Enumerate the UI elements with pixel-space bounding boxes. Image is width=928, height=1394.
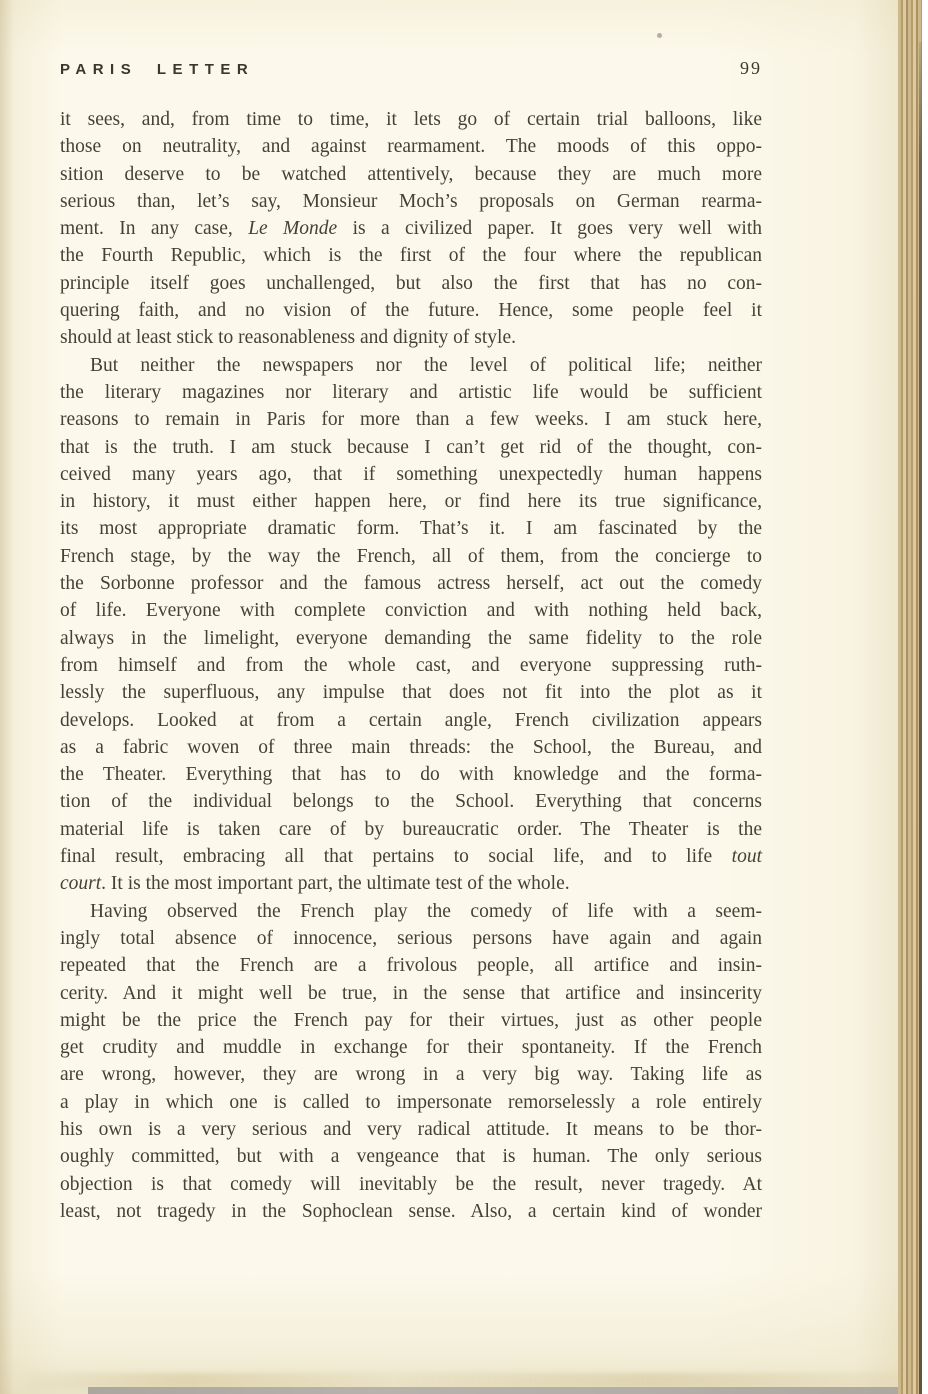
printed-text-block bbox=[60, 58, 762, 1225]
text-line: are wrong, however, they are wrong in a very big way. Taking life as bbox=[60, 1064, 762, 1086]
text-line: lessly the superfluous, any impulse that does not fit into the plot as it bbox=[60, 682, 762, 704]
text-line: tion of the individual belongs to the School. Everything that concerns bbox=[60, 791, 762, 813]
text-line: least, not tragedy in the Sophoclean sense. Also, a certain kind of wonder bbox=[60, 1200, 762, 1222]
scanner-bottom-bar bbox=[88, 1387, 928, 1394]
text-line: serious than, let’s say, Monsieur Moch’s proposals on German rearma- bbox=[60, 190, 762, 212]
text-line: cerity. And it might well be true, in the sense that artifice and insincerity bbox=[60, 982, 762, 1004]
text-line: French stage, by the way the French, all of them, from the concierge to bbox=[60, 545, 762, 567]
bottom-paper-shading bbox=[28, 1373, 898, 1388]
paragraph-having-observed bbox=[60, 898, 762, 1226]
text-line: court. It is the most important part, the ultimate test of the whole. bbox=[60, 873, 570, 895]
paragraph-but-neither bbox=[60, 352, 762, 898]
text-line: should at least stick to reasonableness and dignity of style. bbox=[60, 327, 516, 349]
text-line: develops. Looked at from a certain angle, French civilization appears bbox=[60, 709, 762, 731]
text-line: final result, embracing all that pertains to social life, and to life tout bbox=[60, 846, 762, 868]
text-line: ingly total absence of innocence, serious persons have again and again bbox=[60, 927, 762, 949]
text-line: those on neutrality, and against rearmament. The moods of this oppo- bbox=[60, 136, 762, 158]
text-line: a play in which one is called to impersonate remorselessly a role entirely bbox=[60, 1091, 762, 1113]
scan-background-strip bbox=[922, 0, 928, 1394]
text-line: of life. Everyone with complete conviction and with nothing held back, bbox=[60, 600, 762, 622]
text-line: the Sorbonne professor and the famous actress herself, act out the comedy bbox=[60, 573, 762, 595]
text-line: as a fabric woven of three main threads: the School, the Bureau, and bbox=[60, 736, 762, 758]
text-line: it sees, and, from time to time, it lets go of certain trial balloons, like bbox=[60, 109, 762, 130]
text-line: that is the truth. I am stuck because I can’t get rid of the thought, con- bbox=[60, 436, 762, 458]
text-line: But neither the newspapers nor the level of political life; neither bbox=[90, 354, 762, 376]
text-line: from himself and from the whole cast, and everyone suppressing ruth- bbox=[60, 654, 762, 676]
page-edge-shadow-line bbox=[919, 42, 922, 1394]
text-line: might be the price the French pay for their virtues, just as other people bbox=[60, 1009, 762, 1031]
text-line: quering faith, and no vision of the future. Hence, some people feel it bbox=[60, 300, 762, 322]
page-number: 99 bbox=[740, 58, 762, 78]
text-line: ment. In any case, Le Monde is a civilized paper. It goes very well with bbox=[60, 218, 762, 240]
text-line: always in the limelight, everyone demanding the same fidelity to the role bbox=[60, 627, 762, 649]
text-line: its most appropriate dramatic form. That’s it. I am fascinated by the bbox=[60, 518, 762, 540]
text-line: in history, it must either happen here, or find here its true significance, bbox=[60, 491, 762, 513]
paper-speck bbox=[657, 33, 662, 38]
text-line: principle itself goes unchallenged, but also the first that has no con- bbox=[60, 272, 762, 294]
text-line: the Theater. Everything that has to do with knowledge and the forma- bbox=[60, 764, 762, 786]
text-line: the literary magazines nor literary and artistic life would be sufficient bbox=[60, 381, 762, 403]
text-line: ceived many years ago, that if something unexpectedly human happens bbox=[60, 463, 762, 485]
text-line: his own is a very serious and very radical attitude. It means to be thor- bbox=[60, 1118, 762, 1140]
text-line: get crudity and muddle in exchange for their spontaneity. If the French bbox=[60, 1037, 762, 1059]
chapter-title: PARIS LETTER bbox=[60, 61, 255, 78]
running-header bbox=[60, 58, 762, 79]
text-line: material life is taken care of by bureaucratic order. The Theater is the bbox=[60, 818, 762, 840]
text-line: oughly committed, but with a vengeance that is human. The only serious bbox=[60, 1146, 762, 1168]
text-line: reasons to remain in Paris for more than a few weeks. I am stuck here, bbox=[60, 409, 762, 431]
text-line: objection is that comedy will inevitably be the result, never tragedy. At bbox=[60, 1173, 762, 1195]
paragraph-continuation bbox=[60, 106, 762, 352]
text-line: Having observed the French play the comedy of life with a seem- bbox=[90, 900, 762, 922]
text-line: the Fourth Republic, which is the first of the four where the republican bbox=[60, 245, 762, 267]
text-line: repeated that the French are a frivolous people, all artifice and insin- bbox=[60, 955, 762, 977]
text-line: sition deserve to be watched attentively, because they are much more bbox=[60, 163, 762, 185]
